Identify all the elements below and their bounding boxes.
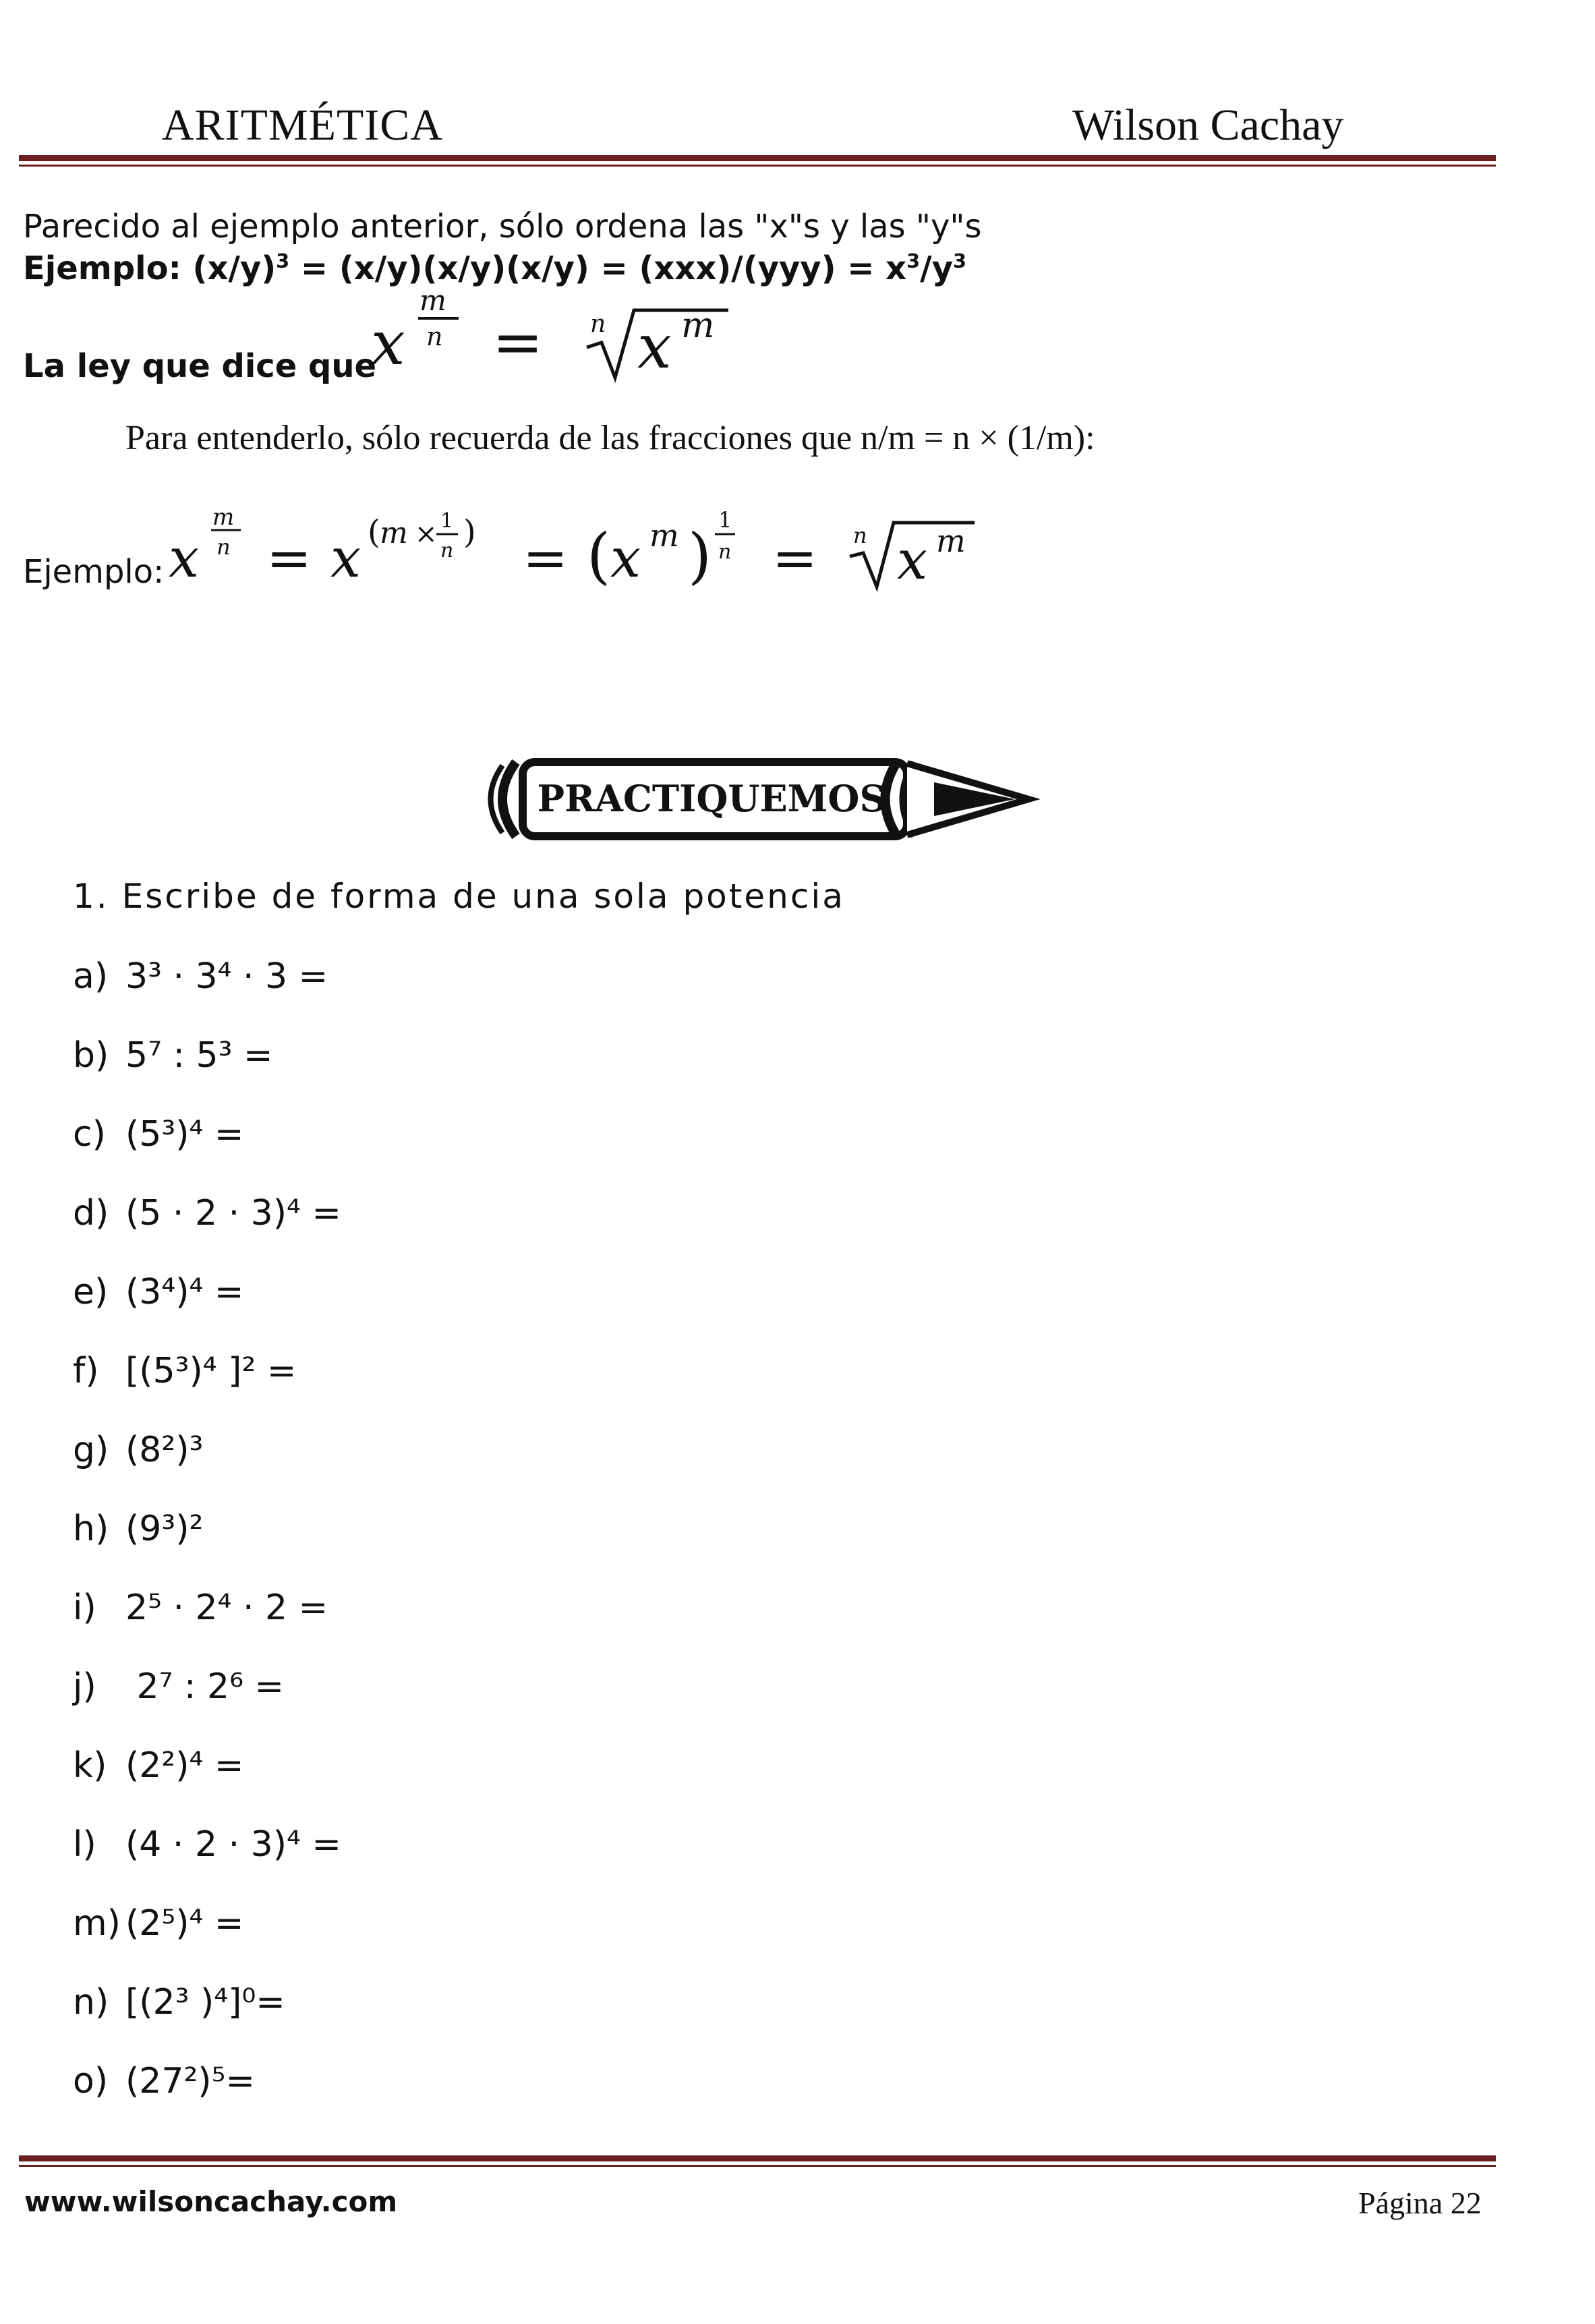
svg-text:): ) (463, 513, 476, 551)
svg-text:(: ( (368, 513, 380, 551)
svg-text:x: x (610, 527, 641, 589)
svg-text:n: n (426, 322, 443, 351)
example-line (23, 250, 966, 287)
svg-text:n: n (718, 540, 732, 564)
svg-text:(: ( (587, 521, 611, 591)
exp-b: 3 (906, 250, 921, 272)
svg-text:=: = (266, 527, 312, 589)
list-item: b) 5⁷ : 5³ = (73, 1035, 273, 1076)
list-item: h) (9³)² (73, 1509, 204, 1549)
svg-text:x: x (897, 529, 928, 591)
list-item: e) (3⁴)⁴ = (73, 1272, 244, 1312)
intro-line: Parecido al ejemplo anterior, sólo ordena las "x"s y las "y"s (23, 208, 982, 245)
list-item: m) (2⁵)⁴ = (73, 1903, 244, 1944)
svg-text:m: m (380, 516, 408, 550)
list-item: o) (27²)⁵= (73, 2061, 256, 2101)
svg-text:x: x (371, 308, 405, 379)
law-formula (364, 283, 742, 398)
example-expr-a: (x/y) (192, 250, 277, 287)
list-item: i) 2⁵ · 2⁴ · 2 = (73, 1588, 328, 1628)
list-item: g) (8²)³ (73, 1430, 204, 1470)
svg-text:=: = (772, 527, 818, 589)
footer-rule-thick (19, 2155, 1496, 2161)
example2-label: Ejemplo: (23, 553, 165, 591)
svg-text:m: m (681, 306, 715, 346)
list-item: k) (2²)⁴ = (73, 1745, 244, 1786)
svg-text:1: 1 (718, 507, 732, 533)
svg-text:=: = (492, 307, 544, 378)
svg-text:): ) (688, 521, 712, 591)
list-item: a) 3³ · 3⁴ · 3 = (73, 956, 328, 997)
banner-label: PRACTIQUEMOS (537, 777, 886, 820)
list-item: l) (4 · 2 · 3)⁴ = (73, 1824, 341, 1865)
svg-text:n: n (590, 310, 606, 338)
page-number: Página 22 (1358, 2186, 1482, 2220)
svg-text:m: m (212, 504, 235, 531)
svg-text:m: m (649, 517, 679, 554)
list-item: n) [(2³ )⁴]⁰= (73, 1982, 285, 2023)
list-item: j) 2⁷ : 2⁶ = (73, 1666, 285, 1707)
header-rule-thick (19, 155, 1496, 161)
svg-text:x: x (330, 527, 361, 589)
header-title: ARITMÉTICA (162, 100, 443, 150)
list-item: c) (5³)⁴ = (73, 1114, 244, 1155)
list-item: f) [(5³)⁴ ]² = (73, 1351, 297, 1391)
exercise-title: 1. Escribe de forma de una sola potencia (73, 877, 845, 916)
svg-text:=: = (523, 527, 569, 589)
example-label: Ejemplo: (23, 250, 181, 287)
exp-a: 3 (276, 250, 290, 272)
svg-text:x: x (637, 312, 672, 382)
example-expr-c: /y (920, 250, 953, 287)
svg-text:1: 1 (440, 509, 454, 533)
list-item: d) (5 · 2 · 3)⁴ = (73, 1193, 341, 1233)
svg-text:m: m (936, 523, 966, 559)
footer-rule-thin (19, 2165, 1496, 2167)
practice-banner (475, 749, 1049, 850)
example-expr-b: = (x/y)(x/y)(x/y) = (xxx)/(yyy) = x (289, 250, 907, 287)
svg-text:x: x (169, 527, 200, 589)
footer-website: www.wilsoncachay.com (24, 2185, 398, 2218)
svg-text:n: n (440, 539, 454, 562)
svg-text:n: n (216, 534, 231, 560)
svg-text:×: × (415, 519, 438, 550)
header-author: Wilson Cachay (1072, 100, 1344, 150)
header-rule-thin (19, 165, 1496, 167)
tip-line: Para entenderlo, sólo recuerda de las fracciones que n/m = n × (1/m): (125, 419, 1095, 457)
example-formula (165, 492, 995, 614)
svg-text:m: m (419, 284, 446, 317)
exp-c: 3 (952, 250, 967, 272)
svg-text:n: n (853, 523, 867, 548)
law-label: La ley que dice que (23, 347, 377, 385)
